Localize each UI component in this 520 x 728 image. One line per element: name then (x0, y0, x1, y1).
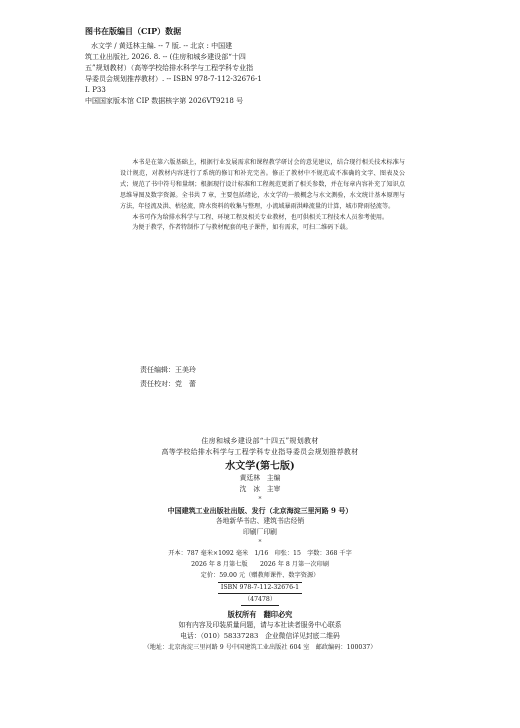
cip-line: Ⅰ. P33 (85, 86, 106, 94)
separator-mark: * (258, 496, 262, 503)
cip-line: 五”规划教材）（高等学校给排水科学与工程学科专业指 (85, 64, 254, 72)
book-title: 水文学(第七版) (225, 461, 295, 472)
cip-line: 导委员会规划推荐教材）. -- ISBN 978-7-112-32676-1 (85, 75, 262, 83)
cip-block (85, 26, 385, 107)
cip-line: 筑工业出版社, 2026. 8. -- (住房和城乡建设部“十四 (85, 53, 246, 61)
price-line: 定价：59.00 元（赠教师课件、数字资源） (200, 572, 320, 579)
quality-notice: 如有内容及印装质量问题，请与本社读者服务中心联系 (178, 621, 342, 629)
cip-title: 图书在版编目（CIP）数据 (85, 26, 182, 36)
publisher-line: 中国建筑工业出版社出版、发行（北京海淀三里河路 9 号） (167, 506, 353, 515)
chief-editor: 黄廷林 主编 (239, 474, 281, 482)
content-summary (120, 158, 405, 234)
address-line: （地址：北京海淀三里河路 9 号中国建筑工业出版社 604 室 邮政编码：100037） (143, 644, 377, 651)
editors-block (140, 363, 196, 391)
imprint-block (30, 436, 490, 653)
cip-line: 水文学 / 黄廷林主编. -- 7 版. -- 北京 : 中国建 (91, 42, 233, 50)
chief-reviewer: 沈 冰 主审 (239, 485, 281, 493)
summary-paragraph: 为便于教学，作者特制作了与教材配套的电子课件，如有需求，可扫二维码下载。 (132, 224, 352, 232)
summary-paragraph: 本书是在第六版基础上，根据行业发展需求和课程教学研讨会的意见建议，结合现行相关技术标准与设计规范，对教材内容进行了系统的修订和补充完善。修正了教材中不规范或不准确的文字、图表及公式；规范了书中符号和量纲；根据现行设计标准和工程规范更新了相关参数，并在每章内容补充了知识点思维导图及数字资源。全书共 7 章，主要包括绪论，水文学的一般概念与水文测验，水文统计基本原理与方法，年径流及洪、枯径流，降水资料的收集与整理，小流域暴雨洪峰流量的计算，城市降雨径流等。 (120, 159, 405, 210)
isbn-line: ISBN 978-7-112-32676-1 (218, 582, 302, 594)
book-code: （47478） (241, 595, 279, 606)
responsible-proofreader: 责任校对：党 蕾 (140, 380, 196, 388)
printer-line: 印刷厂印刷 (243, 528, 277, 536)
contact-phone: 电话：（010）58337283 企业微信详见封底二维码 (180, 632, 340, 640)
separator-mark: * (258, 539, 262, 546)
series-name-2: 高等学校给排水科学与工程学科专业指导委员会规划推荐教材 (161, 448, 359, 456)
copyright-notice: 版权所有 翻印必究 (227, 610, 293, 619)
series-name-1: 住房和城乡建设部“十四五”规划教材 (201, 437, 319, 445)
summary-paragraph: 本书可作为给排水科学与工程、环境工程及相关专业教材，也可供相关工程技术人员参考使用。 (132, 213, 389, 221)
edition-line: 2026 年 8 月第七版 2026 年 8 月第一次印刷 (191, 561, 329, 568)
cip-line: 中国国家版本馆 CIP 数据核字第 2026VT9218 号 (85, 97, 244, 105)
distributor-line: 各地新华书店、建筑书店经销 (215, 517, 305, 525)
responsible-editor: 责任编辑：王美玲 (140, 366, 196, 374)
format-spec: 开本：787 毫米×1092 毫米 1/16 印张：15 字数：368 千字 (168, 550, 352, 557)
